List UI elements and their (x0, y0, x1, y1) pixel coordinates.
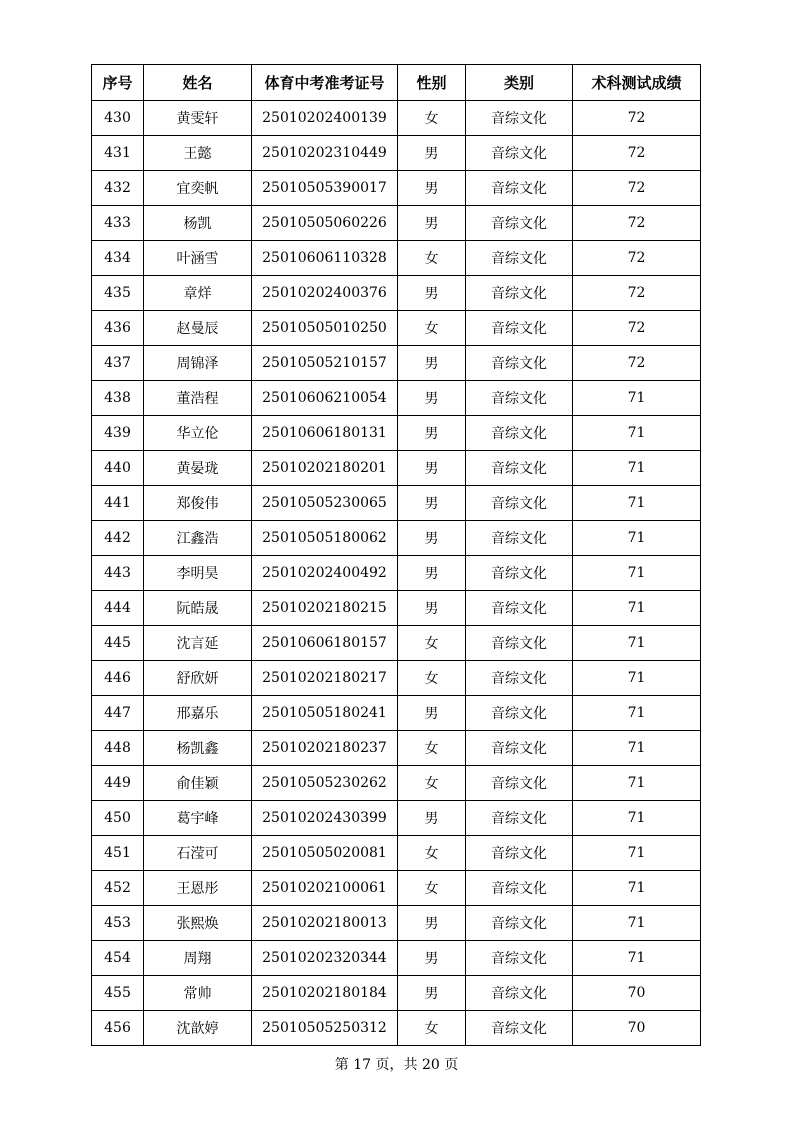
cell-seq: 455 (92, 976, 144, 1011)
cell-gender: 男 (398, 276, 466, 311)
cell-seq: 450 (92, 801, 144, 836)
cell-name: 周锦泽 (144, 346, 252, 381)
cell-name: 杨凯鑫 (144, 731, 252, 766)
cell-gender: 男 (398, 136, 466, 171)
cell-gender: 男 (398, 171, 466, 206)
cell-score: 70 (573, 976, 701, 1011)
cell-exam-id: 25010202180201 (252, 451, 398, 486)
cell-score: 72 (573, 346, 701, 381)
cell-score: 71 (573, 801, 701, 836)
cell-gender: 男 (398, 486, 466, 521)
cell-name: 舒欣妍 (144, 661, 252, 696)
cell-exam-id: 25010606180157 (252, 626, 398, 661)
table-row (92, 556, 701, 591)
cell-seq: 454 (92, 941, 144, 976)
page-footer: 第 17 页，共 20 页 (334, 1057, 459, 1073)
cell-category: 音综文化 (466, 1011, 573, 1046)
cell-category: 音综文化 (466, 206, 573, 241)
table-row (92, 731, 701, 766)
table-row (92, 171, 701, 206)
cell-seq: 441 (92, 486, 144, 521)
cell-score: 71 (573, 661, 701, 696)
table-row (92, 801, 701, 836)
cell-gender: 女 (398, 311, 466, 346)
cell-score: 72 (573, 276, 701, 311)
cell-exam-id: 25010202100061 (252, 871, 398, 906)
cell-exam-id: 25010202400139 (252, 101, 398, 136)
cell-seq: 435 (92, 276, 144, 311)
cell-seq: 440 (92, 451, 144, 486)
cell-name: 王懿 (144, 136, 252, 171)
table-row (92, 941, 701, 976)
cell-name: 周翔 (144, 941, 252, 976)
header-name: 姓名 (144, 65, 252, 101)
cell-gender: 女 (398, 241, 466, 276)
cell-category: 音综文化 (466, 521, 573, 556)
cell-seq: 448 (92, 731, 144, 766)
header-row (92, 65, 701, 101)
cell-name: 章烊 (144, 276, 252, 311)
cell-score: 71 (573, 766, 701, 801)
results-sheet (91, 64, 700, 1046)
header-score: 术科测试成绩 (573, 65, 701, 101)
header-seq: 序号 (92, 65, 144, 101)
cell-category: 音综文化 (466, 626, 573, 661)
cell-exam-id: 25010505250312 (252, 1011, 398, 1046)
cell-seq: 444 (92, 591, 144, 626)
cell-exam-id: 25010606110328 (252, 241, 398, 276)
cell-name: 张熙焕 (144, 906, 252, 941)
cell-exam-id: 25010606210054 (252, 381, 398, 416)
cell-score: 72 (573, 241, 701, 276)
cell-gender: 男 (398, 521, 466, 556)
cell-score: 71 (573, 381, 701, 416)
table-row (92, 906, 701, 941)
cell-category: 音综文化 (466, 416, 573, 451)
cell-seq: 439 (92, 416, 144, 451)
cell-name: 王恩彤 (144, 871, 252, 906)
header-gender: 性别 (398, 65, 466, 101)
cell-name: 邢嘉乐 (144, 696, 252, 731)
cell-exam-id: 25010202430399 (252, 801, 398, 836)
cell-gender: 男 (398, 381, 466, 416)
cell-category: 音综文化 (466, 906, 573, 941)
cell-seq: 430 (92, 101, 144, 136)
table-row (92, 486, 701, 521)
cell-gender: 男 (398, 941, 466, 976)
cell-gender: 男 (398, 696, 466, 731)
cell-seq: 432 (92, 171, 144, 206)
table-row (92, 276, 701, 311)
cell-seq: 456 (92, 1011, 144, 1046)
cell-exam-id: 25010505020081 (252, 836, 398, 871)
cell-seq: 442 (92, 521, 144, 556)
cell-exam-id: 25010505230065 (252, 486, 398, 521)
cell-gender: 女 (398, 871, 466, 906)
cell-name: 叶涵雪 (144, 241, 252, 276)
cell-gender: 女 (398, 1011, 466, 1046)
cell-name: 华立伦 (144, 416, 252, 451)
cell-category: 音综文化 (466, 346, 573, 381)
cell-category: 音综文化 (466, 171, 573, 206)
cell-category: 音综文化 (466, 696, 573, 731)
cell-score: 71 (573, 731, 701, 766)
header-exam-id: 体育中考准考证号 (252, 65, 398, 101)
cell-gender: 女 (398, 626, 466, 661)
cell-seq: 452 (92, 871, 144, 906)
cell-gender: 男 (398, 556, 466, 591)
table-row (92, 311, 701, 346)
cell-name: 宜奕帆 (144, 171, 252, 206)
cell-name: 赵曼辰 (144, 311, 252, 346)
cell-seq: 433 (92, 206, 144, 241)
cell-seq: 434 (92, 241, 144, 276)
cell-exam-id: 25010202180013 (252, 906, 398, 941)
table-row (92, 241, 701, 276)
cell-category: 音综文化 (466, 311, 573, 346)
cell-category: 音综文化 (466, 451, 573, 486)
cell-gender: 男 (398, 416, 466, 451)
cell-name: 杨凯 (144, 206, 252, 241)
cell-gender: 男 (398, 451, 466, 486)
cell-exam-id: 25010202310449 (252, 136, 398, 171)
table-row (92, 136, 701, 171)
cell-score: 71 (573, 941, 701, 976)
cell-score: 71 (573, 521, 701, 556)
cell-category: 音综文化 (466, 136, 573, 171)
cell-exam-id: 25010505010250 (252, 311, 398, 346)
cell-seq: 436 (92, 311, 144, 346)
cell-score: 72 (573, 101, 701, 136)
cell-score: 71 (573, 906, 701, 941)
cell-exam-id: 25010606180131 (252, 416, 398, 451)
cell-category: 音综文化 (466, 976, 573, 1011)
cell-category: 音综文化 (466, 556, 573, 591)
table-row (92, 766, 701, 801)
cell-category: 音综文化 (466, 871, 573, 906)
cell-score: 71 (573, 486, 701, 521)
table-row (92, 1011, 701, 1046)
cell-category: 音综文化 (466, 941, 573, 976)
cell-seq: 431 (92, 136, 144, 171)
table-row (92, 346, 701, 381)
cell-gender: 女 (398, 731, 466, 766)
cell-name: 郑俊伟 (144, 486, 252, 521)
cell-gender: 男 (398, 801, 466, 836)
table-row (92, 696, 701, 731)
cell-score: 71 (573, 836, 701, 871)
cell-gender: 男 (398, 906, 466, 941)
cell-gender: 男 (398, 591, 466, 626)
table-row (92, 976, 701, 1011)
cell-name: 江鑫浩 (144, 521, 252, 556)
cell-seq: 437 (92, 346, 144, 381)
cell-category: 音综文化 (466, 591, 573, 626)
cell-gender: 女 (398, 101, 466, 136)
cell-name: 沈言延 (144, 626, 252, 661)
cell-gender: 男 (398, 346, 466, 381)
cell-seq: 443 (92, 556, 144, 591)
cell-gender: 女 (398, 836, 466, 871)
cell-name: 阮皓晟 (144, 591, 252, 626)
cell-exam-id: 25010505390017 (252, 171, 398, 206)
cell-exam-id: 25010505210157 (252, 346, 398, 381)
cell-name: 董浩程 (144, 381, 252, 416)
cell-score: 71 (573, 696, 701, 731)
cell-category: 音综文化 (466, 731, 573, 766)
cell-score: 72 (573, 311, 701, 346)
table-body (92, 101, 701, 1046)
table-row (92, 381, 701, 416)
cell-category: 音综文化 (466, 241, 573, 276)
cell-category: 音综文化 (466, 486, 573, 521)
cell-score: 71 (573, 416, 701, 451)
header-category: 类别 (466, 65, 573, 101)
cell-name: 沈歆婷 (144, 1011, 252, 1046)
cell-name: 李明昊 (144, 556, 252, 591)
cell-exam-id: 25010505180241 (252, 696, 398, 731)
cell-exam-id: 25010202180215 (252, 591, 398, 626)
cell-name: 石滢可 (144, 836, 252, 871)
cell-category: 音综文化 (466, 661, 573, 696)
table-row (92, 206, 701, 241)
cell-seq: 446 (92, 661, 144, 696)
cell-name: 常帅 (144, 976, 252, 1011)
cell-seq: 449 (92, 766, 144, 801)
cell-gender: 男 (398, 206, 466, 241)
cell-name: 黄晏珑 (144, 451, 252, 486)
cell-category: 音综文化 (466, 801, 573, 836)
table-row (92, 101, 701, 136)
cell-score: 71 (573, 871, 701, 906)
cell-score: 72 (573, 136, 701, 171)
cell-score: 70 (573, 1011, 701, 1046)
cell-exam-id: 25010202180237 (252, 731, 398, 766)
cell-name: 葛宇峰 (144, 801, 252, 836)
cell-seq: 453 (92, 906, 144, 941)
cell-category: 音综文化 (466, 836, 573, 871)
cell-exam-id: 25010202180217 (252, 661, 398, 696)
table-row (92, 626, 701, 661)
table-row (92, 451, 701, 486)
cell-name: 黄雯轩 (144, 101, 252, 136)
cell-gender: 男 (398, 976, 466, 1011)
cell-score: 72 (573, 206, 701, 241)
cell-category: 音综文化 (466, 381, 573, 416)
cell-category: 音综文化 (466, 101, 573, 136)
table-row (92, 591, 701, 626)
cell-seq: 438 (92, 381, 144, 416)
table-row (92, 661, 701, 696)
cell-gender: 女 (398, 661, 466, 696)
cell-name: 俞佳颖 (144, 766, 252, 801)
cell-exam-id: 25010202320344 (252, 941, 398, 976)
cell-seq: 447 (92, 696, 144, 731)
table-row (92, 416, 701, 451)
table-row (92, 836, 701, 871)
cell-seq: 445 (92, 626, 144, 661)
table-row (92, 871, 701, 906)
cell-seq: 451 (92, 836, 144, 871)
cell-exam-id: 25010505180062 (252, 521, 398, 556)
cell-exam-id: 25010505060226 (252, 206, 398, 241)
cell-exam-id: 25010202180184 (252, 976, 398, 1011)
cell-exam-id: 25010202400376 (252, 276, 398, 311)
cell-exam-id: 25010202400492 (252, 556, 398, 591)
cell-gender: 女 (398, 766, 466, 801)
cell-score: 72 (573, 171, 701, 206)
cell-category: 音综文化 (466, 766, 573, 801)
results-table (91, 64, 701, 1046)
cell-score: 71 (573, 626, 701, 661)
cell-category: 音综文化 (466, 276, 573, 311)
cell-exam-id: 25010505230262 (252, 766, 398, 801)
cell-score: 71 (573, 556, 701, 591)
table-row (92, 521, 701, 556)
cell-score: 71 (573, 451, 701, 486)
cell-score: 71 (573, 591, 701, 626)
